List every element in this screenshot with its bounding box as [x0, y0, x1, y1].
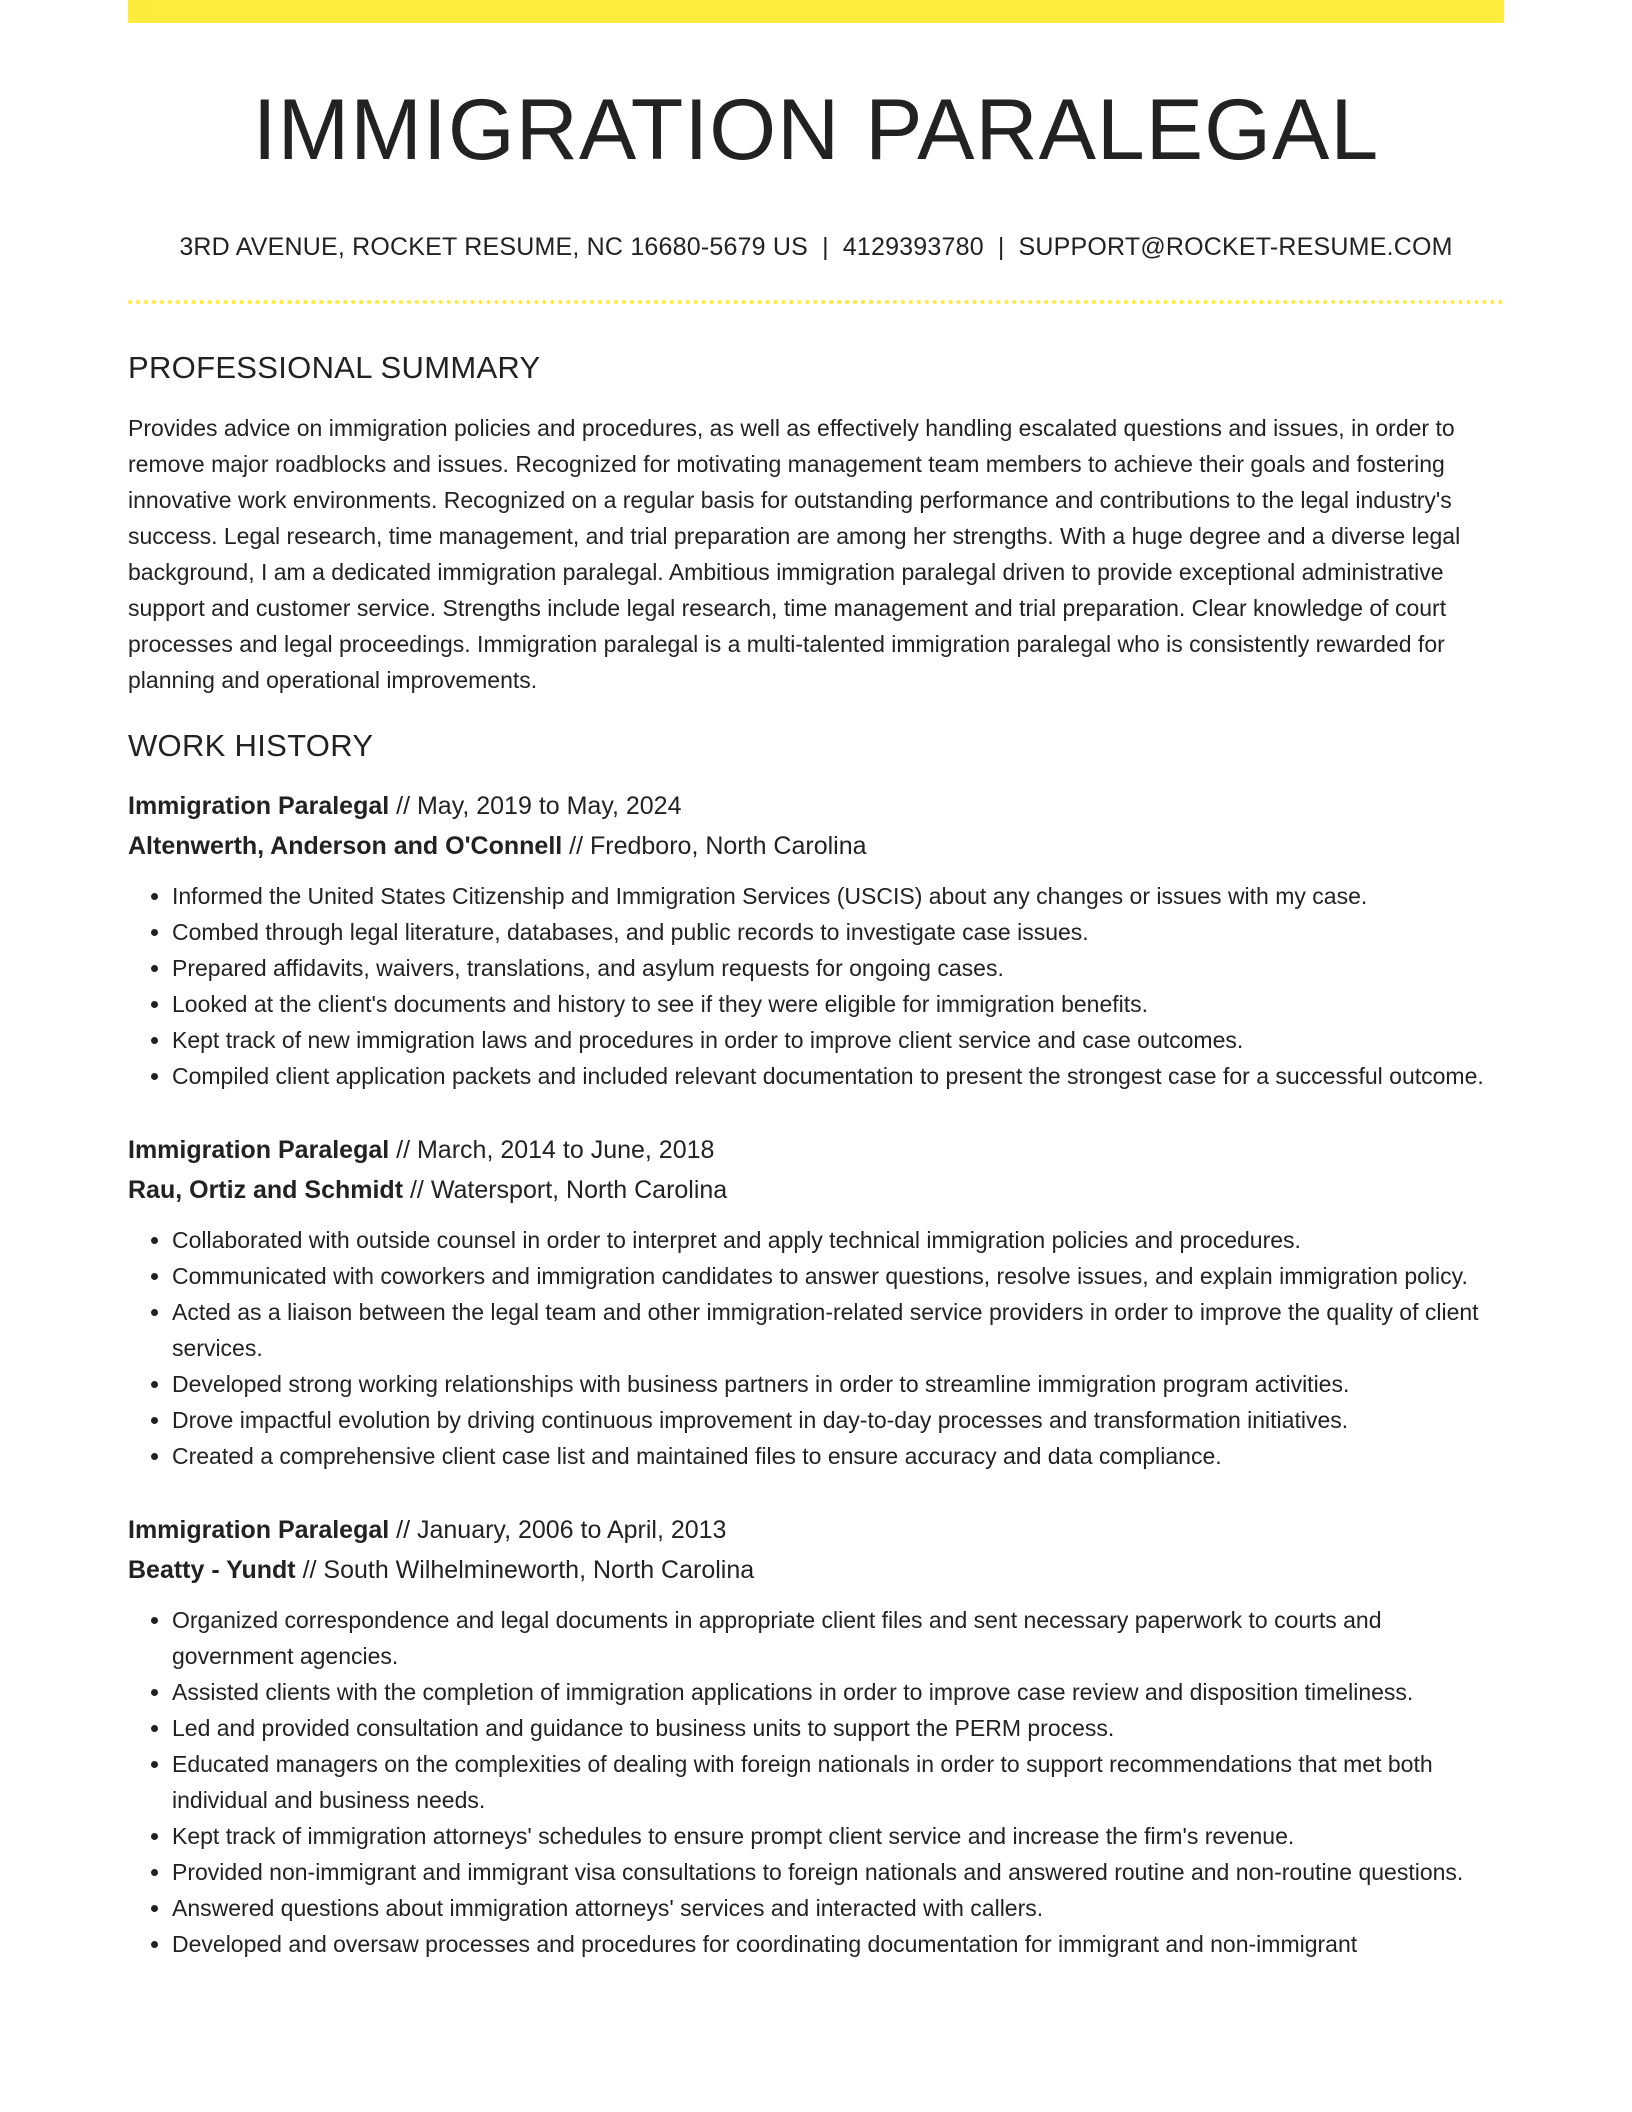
contact-email: SUPPORT@ROCKET-RESUME.COM	[1018, 232, 1453, 261]
list-item: • Led and provided consultation and guidance to business units to support the PERM process.	[172, 1710, 1504, 1746]
list-item: • Assisted clients with the completion of immigration applications in order to improve case review and disposition timeliness.	[172, 1674, 1504, 1710]
job-company: Beatty - Yundt	[128, 1555, 296, 1584]
job-entry	[128, 1130, 1504, 1474]
job-role-line	[128, 1130, 1504, 1170]
top-accent-bar	[128, 0, 1504, 23]
job-role: Immigration Paralegal	[128, 1515, 390, 1544]
list-item: • Communicated with coworkers and immigration candidates to answer questions, resolve issues, and explain immigration policy.	[172, 1258, 1504, 1294]
list-item: • Answered questions about immigration attorneys' services and interacted with callers.	[172, 1890, 1504, 1926]
job-location: // Fredboro, North Carolina	[562, 831, 867, 860]
job-role: Immigration Paralegal	[128, 791, 390, 820]
list-item: • Combed through legal literature, databases, and public records to investigate case issues.	[172, 914, 1504, 950]
job-dates: // May, 2019 to May, 2024	[389, 791, 682, 820]
list-item: • Developed and oversaw processes and procedures for coordinating documentation for immigrant and non-immigrant	[172, 1926, 1504, 1962]
list-item: • Drove impactful evolution by driving continuous improvement in day-to-day processes and transformation initiatives.	[172, 1402, 1504, 1438]
job-company-line	[128, 826, 1504, 866]
list-item: • Kept track of new immigration laws and procedures in order to improve client service and case outcomes.	[172, 1022, 1504, 1058]
resume-page	[128, 0, 1504, 1962]
job-company: Rau, Ortiz and Schmidt	[128, 1175, 404, 1204]
job-role-line	[128, 786, 1504, 826]
job-company-line	[128, 1170, 1504, 1210]
contact-address: 3RD AVENUE, ROCKET RESUME, NC 16680-5679 US	[179, 232, 809, 261]
contact-separator: |	[822, 232, 829, 261]
work-history-title: WORK HISTORY	[128, 727, 374, 763]
contact-phone: 4129393780	[842, 232, 984, 261]
list-item: • Kept track of immigration attorneys' schedules to ensure prompt client service and increase the firm's revenue.	[172, 1818, 1504, 1854]
job-location: // Watersport, North Carolina	[403, 1175, 728, 1204]
job-bullets	[128, 878, 1504, 1094]
list-item: • Provided non-immigrant and immigrant visa consultations to foreign nationals and answered routine and non-routine questions.	[172, 1854, 1504, 1890]
header-divider	[128, 300, 1504, 304]
list-item: • Informed the United States Citizenship and Immigration Services (USCIS) about any changes or issues with my case.	[172, 878, 1504, 914]
contact-separator: |	[997, 232, 1005, 261]
job-role-line	[128, 1510, 1504, 1550]
list-item: • Created a comprehensive client case list and maintained files to ensure accuracy and data compliance.	[172, 1438, 1504, 1474]
list-item: • Collaborated with outside counsel in order to interpret and apply technical immigration policies and procedures.	[172, 1222, 1504, 1258]
job-location: // South Wilhelmineworth, North Carolina	[295, 1555, 755, 1584]
list-item: • Looked at the client's documents and history to see if they were eligible for immigration benefits.	[172, 986, 1504, 1022]
job-dates: // January, 2006 to April, 2013	[389, 1515, 727, 1544]
list-item: • Acted as a liaison between the legal team and other immigration-related service providers in order to improve the quality of client services.	[172, 1294, 1504, 1366]
job-role: Immigration Paralegal	[128, 1135, 390, 1164]
summary-text: Provides advice on immigration policies and procedures, as well as effectively handling escalated questions and issues, in order to remove major roadblocks and issues. Recognized for motivating management team members to achieve their goals and fostering innovative work environments. Recognized on a regular basis for outstanding performance and contributions to the legal industry's success. Legal research, time management, and trial preparation are among her strengths. With a huge degree and a diverse legal background, I am a dedicated immigration paralegal. Ambitious immigration paralegal driven to provide exceptional administrative support and customer service. Strengths include legal research, time management and trial preparation. Clear knowledge of court processes and legal proceedings. Immigration paralegal is a multi-talented immigration paralegal who is consistently rewarded for planning and operational improvements.	[128, 414, 1461, 693]
list-item: • Compiled client application packets and included relevant documentation to present the strongest case for a successful outcome.	[172, 1058, 1504, 1094]
job-dates: // March, 2014 to June, 2018	[389, 1135, 715, 1164]
contact-line	[128, 233, 1504, 262]
list-item: • Prepared affidavits, waivers, translations, and asylum requests for ongoing cases.	[172, 950, 1504, 986]
job-bullets	[128, 1222, 1504, 1474]
summary-title: PROFESSIONAL SUMMARY	[128, 349, 541, 385]
job-company: Altenwerth, Anderson and O'Connell	[128, 831, 563, 860]
list-item: • Organized correspondence and legal documents in appropriate client files and sent necessary paperwork to courts and government agencies.	[172, 1602, 1504, 1674]
list-item: • Developed strong working relationships with business partners in order to streamline immigration program activities.	[172, 1366, 1504, 1402]
job-company-line	[128, 1550, 1504, 1590]
job-bullets	[128, 1602, 1504, 1962]
job-entry	[128, 1510, 1504, 1962]
resume-name: IMMIGRATION PARALEGAL	[252, 82, 1380, 178]
list-item: • Educated managers on the complexities of dealing with foreign nationals in order to support recommendations that met both individual and business needs.	[172, 1746, 1504, 1818]
job-entry	[128, 786, 1504, 1094]
